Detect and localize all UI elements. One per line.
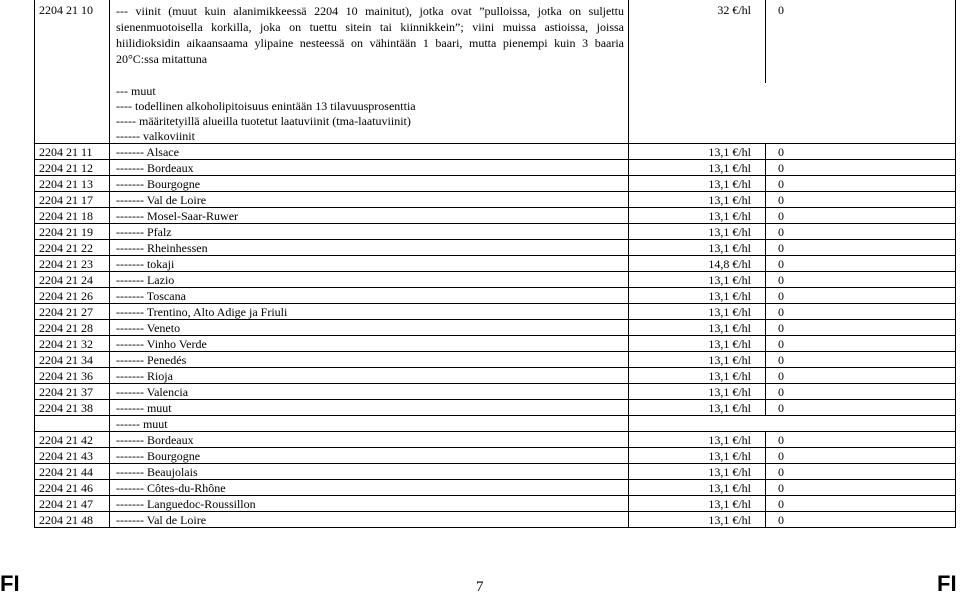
table-row: [35, 352, 956, 368]
table-row: [35, 224, 956, 240]
table-row: [35, 384, 956, 400]
tariff-code: 2204 21 19: [35, 224, 110, 240]
tariff-code: 2204 21 34: [35, 352, 110, 368]
tariff-table: [34, 0, 956, 528]
tariff-description: ------- Côtes-du-Rhône: [110, 480, 629, 496]
table-row: [35, 0, 956, 81]
duty-rate-empty: [629, 128, 766, 144]
heading-row: [35, 113, 956, 128]
extra-rate: 0: [766, 288, 956, 304]
duty-rate: 13,1 €/hl: [629, 192, 766, 208]
tariff-table-body: [35, 0, 956, 528]
extra-rate-empty: [766, 98, 956, 113]
duty-rate: 13,1 €/hl: [629, 384, 766, 400]
tariff-description: ------- Rioja: [110, 368, 629, 384]
tariff-description: ------- Bourgogne: [110, 176, 629, 192]
heading-description: --- muut: [110, 83, 629, 98]
table-row: [35, 480, 956, 496]
duty-rate: 32 €/hl: [629, 0, 766, 81]
heading-row: [35, 98, 956, 113]
extra-rate: 0: [766, 464, 956, 480]
tariff-code: 2204 21 47: [35, 496, 110, 512]
extra-rate: 0: [766, 496, 956, 512]
table-row: [35, 496, 956, 512]
duty-rate: 13,1 €/hl: [629, 176, 766, 192]
tariff-code: 2204 21 46: [35, 480, 110, 496]
extra-rate: 0: [766, 176, 956, 192]
extra-rate-empty: [766, 83, 956, 98]
tariff-description: ------- Bordeaux: [110, 160, 629, 176]
tariff-description: ------- Valencia: [110, 384, 629, 400]
table-row: [35, 320, 956, 336]
tariff-code: 2204 21 43: [35, 448, 110, 464]
tariff-code: 2204 21 22: [35, 240, 110, 256]
tariff-description: --- viinit (muut kuin alanimikkeessä 2204 10 mainitut), jotka ovat ”pulloissa, jotka on suljettu sienenmuotoisella korkilla, joka on tuettu sitein tai kiinnikkein”; viini muissa astioissa, joissa hiilidioksidin aikaansaama ylipaine nesteessä on vähintään 1 baari, mutta pienempi kuin 3 baaria 20°C:ssa mitattuna: [110, 0, 629, 81]
table-row: [35, 288, 956, 304]
extra-rate: 0: [766, 480, 956, 496]
duty-rate: 13,1 €/hl: [629, 432, 766, 448]
extra-rate: 0: [766, 384, 956, 400]
table-row: [35, 432, 956, 448]
tariff-description: ------- Trentino, Alto Adige ja Friuli: [110, 304, 629, 320]
extra-rate-empty: [766, 416, 956, 432]
extra-rate: 0: [766, 160, 956, 176]
table-row: [35, 144, 956, 160]
tariff-description: ------- tokaji: [110, 256, 629, 272]
heading-description: ----- määritetyillä alueilla tuotetut laatuviinit (tma-laatuviinit): [110, 113, 629, 128]
tariff-description: ------- Vinho Verde: [110, 336, 629, 352]
tariff-code: 2204 21 11: [35, 144, 110, 160]
duty-rate: 13,1 €/hl: [629, 352, 766, 368]
duty-rate: 13,1 €/hl: [629, 272, 766, 288]
table-row: [35, 192, 956, 208]
table-row: [35, 368, 956, 384]
heading-row: [35, 128, 956, 144]
extra-rate: 0: [766, 272, 956, 288]
extra-rate: 0: [766, 208, 956, 224]
tariff-code: 2204 21 48: [35, 512, 110, 528]
tariff-code: 2204 21 24: [35, 272, 110, 288]
table-row: [35, 256, 956, 272]
tariff-code-empty: [35, 83, 110, 98]
heading-description: ---- todellinen alkoholipitoisuus enintään 13 tilavuusprosenttia: [110, 98, 629, 113]
tariff-description: ------- Bourgogne: [110, 448, 629, 464]
tariff-code: 2204 21 37: [35, 384, 110, 400]
duty-rate: 13,1 €/hl: [629, 320, 766, 336]
tariff-code-empty: [35, 113, 110, 128]
tariff-code: 2204 21 23: [35, 256, 110, 272]
duty-rate: 13,1 €/hl: [629, 464, 766, 480]
extra-rate-empty: [766, 128, 956, 144]
extra-rate: 0: [766, 0, 956, 81]
extra-rate: 0: [766, 240, 956, 256]
extra-rate: 0: [766, 400, 956, 416]
table-row: [35, 240, 956, 256]
tariff-description: ------- Veneto: [110, 320, 629, 336]
tariff-description: ------- Beaujolais: [110, 464, 629, 480]
tariff-description: ------- Toscana: [110, 288, 629, 304]
tariff-description: ------- Penedés: [110, 352, 629, 368]
page-number: 7: [476, 579, 484, 595]
tariff-description: ------- Languedoc-Roussillon: [110, 496, 629, 512]
tariff-code: 2204 21 38: [35, 400, 110, 416]
duty-rate: 13,1 €/hl: [629, 400, 766, 416]
tariff-description: ------- Lazio: [110, 272, 629, 288]
table-row: [35, 304, 956, 320]
heading-description: ------ valkoviinit: [110, 128, 629, 144]
duty-rate: 13,1 €/hl: [629, 240, 766, 256]
tariff-code: 2204 21 13: [35, 176, 110, 192]
heading-row: [35, 83, 956, 98]
duty-rate: 13,1 €/hl: [629, 288, 766, 304]
duty-rate: 13,1 €/hl: [629, 336, 766, 352]
extra-rate: 0: [766, 192, 956, 208]
tariff-description: ------- muut: [110, 400, 629, 416]
tariff-code: 2204 21 36: [35, 368, 110, 384]
heading-description: ------ muut: [110, 416, 629, 432]
table-row: [35, 512, 956, 528]
table-row: [35, 208, 956, 224]
tariff-code: 2204 21 44: [35, 464, 110, 480]
tariff-description: ------- Alsace: [110, 144, 629, 160]
extra-rate: 0: [766, 432, 956, 448]
tariff-code-empty: [35, 128, 110, 144]
duty-rate: 13,1 €/hl: [629, 160, 766, 176]
tariff-description: ------- Val de Loire: [110, 512, 629, 528]
tariff-description: ------- Pfalz: [110, 224, 629, 240]
table-row: [35, 464, 956, 480]
extra-rate: 0: [766, 320, 956, 336]
duty-rate: 13,1 €/hl: [629, 480, 766, 496]
tariff-code: 2204 21 18: [35, 208, 110, 224]
footer-language-right: FI: [937, 571, 957, 596]
tariff-code-empty: [35, 98, 110, 113]
footer-language-left: FI: [0, 571, 20, 596]
duty-rate: 13,1 €/hl: [629, 368, 766, 384]
table-row: [35, 448, 956, 464]
duty-rate-empty: [629, 98, 766, 113]
duty-rate: 13,1 €/hl: [629, 496, 766, 512]
extra-rate: 0: [766, 448, 956, 464]
table-row: [35, 176, 956, 192]
table-row: [35, 160, 956, 176]
duty-rate: 13,1 €/hl: [629, 224, 766, 240]
extra-rate: 0: [766, 304, 956, 320]
table-row: [35, 336, 956, 352]
extra-rate: 0: [766, 336, 956, 352]
tariff-description: ------- Rheinhessen: [110, 240, 629, 256]
duty-rate-empty: [629, 83, 766, 98]
tariff-code-empty: [35, 416, 110, 432]
tariff-code: 2204 21 12: [35, 160, 110, 176]
duty-rate: 13,1 €/hl: [629, 144, 766, 160]
table-row: [35, 272, 956, 288]
extra-rate: 0: [766, 144, 956, 160]
tariff-code: 2204 21 10: [35, 0, 110, 81]
tariff-code: 2204 21 27: [35, 304, 110, 320]
duty-rate: 14,8 €/hl: [629, 256, 766, 272]
extra-rate: 0: [766, 352, 956, 368]
tariff-code: 2204 21 42: [35, 432, 110, 448]
heading-row: [35, 416, 956, 432]
duty-rate: 13,1 €/hl: [629, 512, 766, 528]
tariff-code: 2204 21 32: [35, 336, 110, 352]
extra-rate: 0: [766, 368, 956, 384]
tariff-description: ------- Bordeaux: [110, 432, 629, 448]
tariff-description: ------- Val de Loire: [110, 192, 629, 208]
tariff-code: 2204 21 26: [35, 288, 110, 304]
extra-rate-empty: [766, 113, 956, 128]
extra-rate: 0: [766, 256, 956, 272]
extra-rate: 0: [766, 512, 956, 528]
tariff-description: ------- Mosel-Saar-Ruwer: [110, 208, 629, 224]
duty-rate-empty: [629, 416, 766, 432]
duty-rate: 13,1 €/hl: [629, 208, 766, 224]
tariff-code: 2204 21 17: [35, 192, 110, 208]
duty-rate: 13,1 €/hl: [629, 448, 766, 464]
tariff-code: 2204 21 28: [35, 320, 110, 336]
extra-rate: 0: [766, 224, 956, 240]
duty-rate-empty: [629, 113, 766, 128]
table-row: [35, 400, 956, 416]
duty-rate: 13,1 €/hl: [629, 304, 766, 320]
